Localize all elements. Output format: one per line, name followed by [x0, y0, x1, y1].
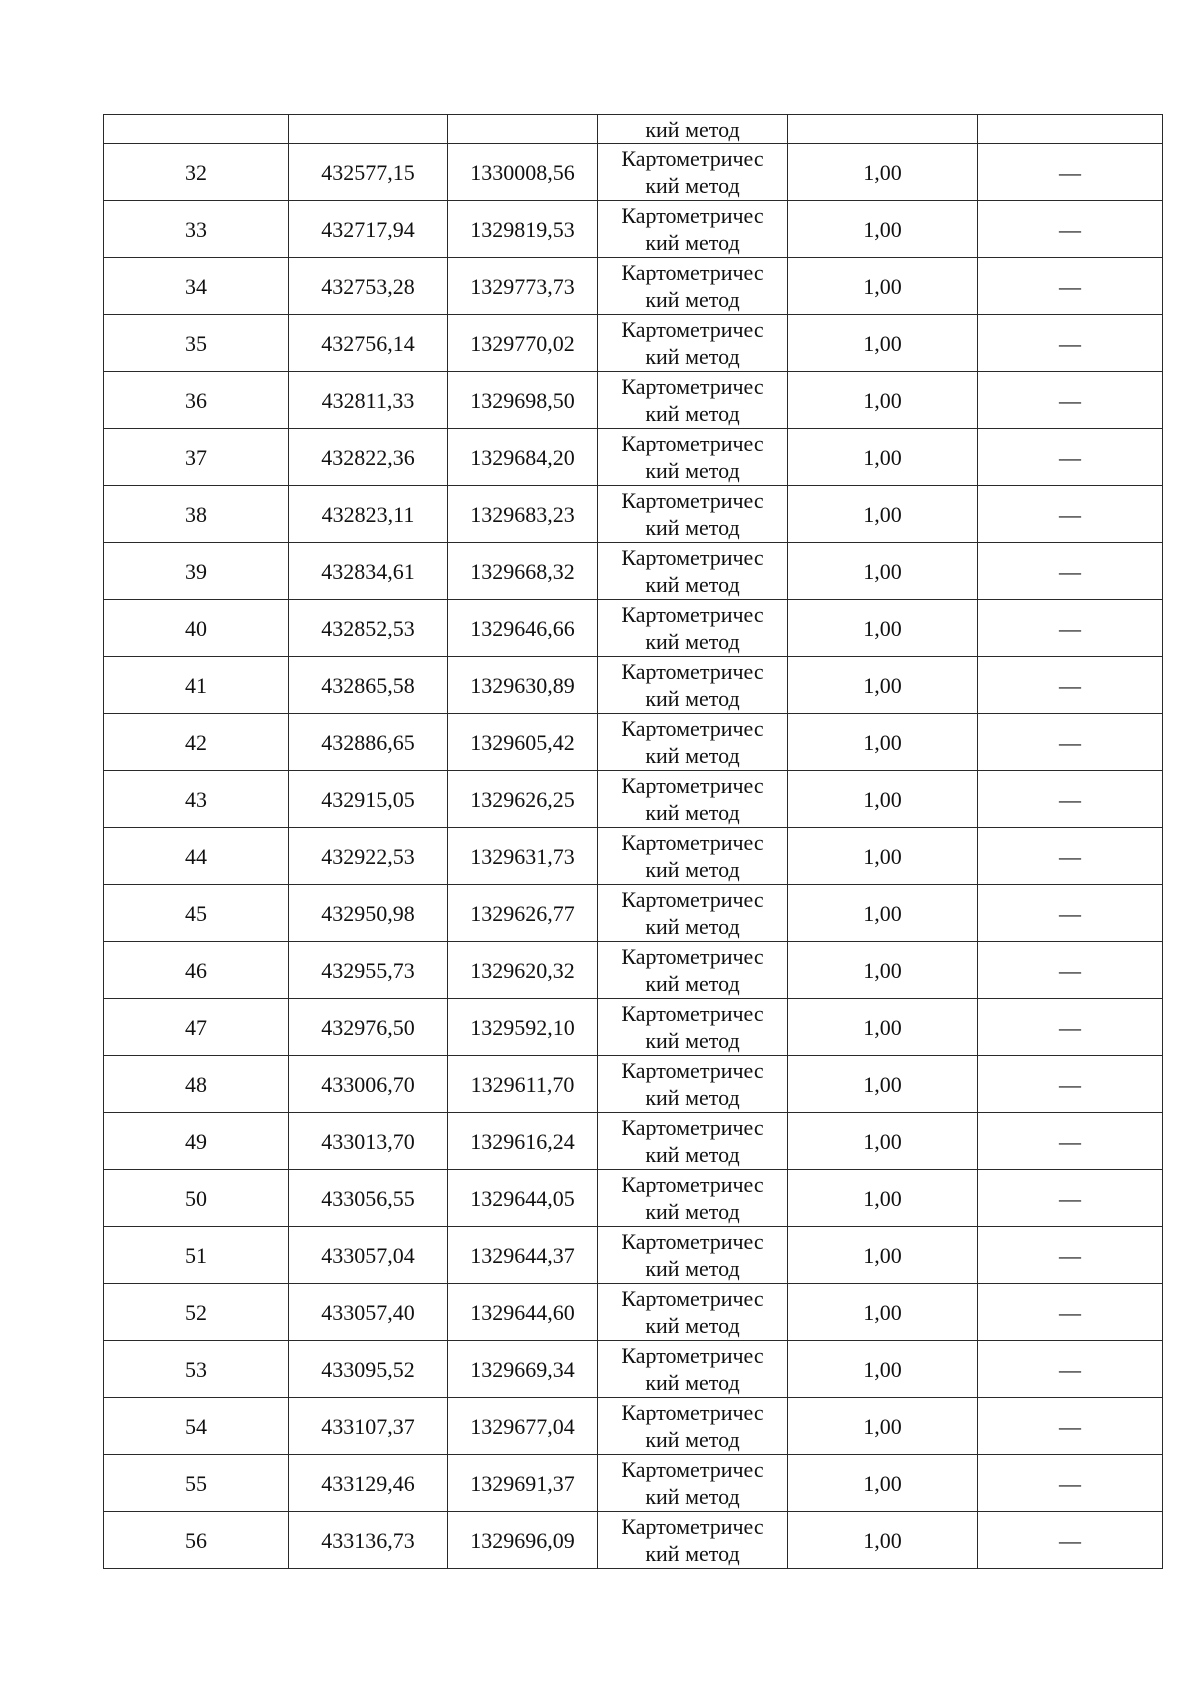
y-coordinate-cell: 1329684,20	[448, 429, 598, 486]
x-coordinate-cell: 432915,05	[289, 771, 448, 828]
y-coordinate-cell: 1329696,09	[448, 1512, 598, 1569]
method-line-2: кий метод	[645, 173, 740, 198]
method-line-2: кий метод	[645, 572, 740, 597]
table-row	[104, 600, 1163, 657]
x-coordinate-cell: 433107,37	[289, 1398, 448, 1455]
description-cell: —	[978, 828, 1163, 885]
y-coordinate-cell: 1329698,50	[448, 372, 598, 429]
point-number-cell: 34	[104, 258, 289, 315]
x-coordinate-cell: 432886,65	[289, 714, 448, 771]
method-line-2: кий метод	[645, 1028, 740, 1053]
description-cell: —	[978, 942, 1163, 999]
precision-cell: 1,00	[788, 429, 978, 486]
method-cell	[598, 115, 788, 144]
precision-cell: 1,00	[788, 144, 978, 201]
x-coordinate-cell: 432753,28	[289, 258, 448, 315]
description-cell: —	[978, 429, 1163, 486]
method-cell	[598, 1113, 788, 1170]
method-cell	[598, 1056, 788, 1113]
method-cell	[598, 1341, 788, 1398]
point-number-cell: 45	[104, 885, 289, 942]
method-line-1: Картометричес	[621, 1229, 764, 1254]
x-coordinate-cell: 432955,73	[289, 942, 448, 999]
description-cell: —	[978, 999, 1163, 1056]
point-number-cell: 52	[104, 1284, 289, 1341]
method-line-2: кий метод	[645, 1484, 740, 1509]
point-number-cell: 50	[104, 1170, 289, 1227]
point-number-cell: 39	[104, 543, 289, 600]
method-line-2: кий метод	[645, 1541, 740, 1566]
table-body	[104, 115, 1163, 1569]
precision-cell: 1,00	[788, 657, 978, 714]
method-line-1: Картометричес	[621, 545, 764, 570]
x-coordinate-cell: 432865,58	[289, 657, 448, 714]
description-cell: —	[978, 885, 1163, 942]
point-number-cell: 36	[104, 372, 289, 429]
method-cell	[598, 600, 788, 657]
method-line-2: кий метод	[645, 800, 740, 825]
table-row	[104, 828, 1163, 885]
table-row	[104, 1113, 1163, 1170]
x-coordinate-cell: 432822,36	[289, 429, 448, 486]
description-cell: —	[978, 714, 1163, 771]
precision-cell: 1,00	[788, 828, 978, 885]
point-number-cell: 44	[104, 828, 289, 885]
precision-cell: 1,00	[788, 372, 978, 429]
y-coordinate-cell: 1329644,37	[448, 1227, 598, 1284]
y-coordinate-cell: 1329646,66	[448, 600, 598, 657]
y-coordinate-cell	[448, 115, 598, 144]
method-line-1: Картометричес	[621, 1400, 764, 1425]
y-coordinate-cell: 1329677,04	[448, 1398, 598, 1455]
y-coordinate-cell: 1329773,73	[448, 258, 598, 315]
method-line-1: Картометричес	[621, 1514, 764, 1539]
method-line-1: Картометричес	[621, 716, 764, 741]
y-coordinate-cell: 1329592,10	[448, 999, 598, 1056]
method-line-2: кий метод	[645, 1370, 740, 1395]
precision-cell: 1,00	[788, 1284, 978, 1341]
method-cell	[598, 201, 788, 258]
table-row	[104, 201, 1163, 258]
x-coordinate-cell: 433057,04	[289, 1227, 448, 1284]
table-row	[104, 1227, 1163, 1284]
table-row	[104, 1170, 1163, 1227]
method-cell	[598, 1170, 788, 1227]
method-cell	[598, 486, 788, 543]
method-cell	[598, 828, 788, 885]
table-row	[104, 144, 1163, 201]
method-line-1: Картометричес	[621, 488, 764, 513]
method-line-1: Картометричес	[621, 1172, 764, 1197]
method-cell	[598, 1284, 788, 1341]
method-cell	[598, 1455, 788, 1512]
description-cell: —	[978, 372, 1163, 429]
method-line-1: Картометричес	[621, 431, 764, 456]
point-number-cell: 37	[104, 429, 289, 486]
method-line-2: кий метод	[645, 1199, 740, 1224]
table-row-continuation	[104, 115, 1163, 144]
x-coordinate-cell: 432577,15	[289, 144, 448, 201]
method-cell	[598, 999, 788, 1056]
method-cell	[598, 315, 788, 372]
y-coordinate-cell: 1329631,73	[448, 828, 598, 885]
method-line-1: Картометричес	[621, 659, 764, 684]
y-coordinate-cell: 1329616,24	[448, 1113, 598, 1170]
method-line-1: Картометричес	[621, 1058, 764, 1083]
method-cell	[598, 657, 788, 714]
x-coordinate-cell: 433129,46	[289, 1455, 448, 1512]
method-line-2: кий метод	[645, 629, 740, 654]
precision-cell: 1,00	[788, 201, 978, 258]
precision-cell: 1,00	[788, 1227, 978, 1284]
table-row	[104, 885, 1163, 942]
method-cell	[598, 543, 788, 600]
y-coordinate-cell: 1329819,53	[448, 201, 598, 258]
method-line-2: кий метод	[645, 344, 740, 369]
precision-cell: 1,00	[788, 486, 978, 543]
method-cell	[598, 258, 788, 315]
point-number-cell: 38	[104, 486, 289, 543]
method-line-1: Картометричес	[621, 830, 764, 855]
point-number-cell: 32	[104, 144, 289, 201]
description-cell: —	[978, 600, 1163, 657]
precision-cell: 1,00	[788, 1341, 978, 1398]
method-line-1: Картометричес	[621, 146, 764, 171]
table-row	[104, 1056, 1163, 1113]
method-line-1: Картометричес	[621, 602, 764, 627]
method-cell	[598, 885, 788, 942]
x-coordinate-cell	[289, 115, 448, 144]
method-line-1: Картометричес	[621, 317, 764, 342]
precision-cell: 1,00	[788, 1113, 978, 1170]
method-line-1: Картометричес	[621, 374, 764, 399]
method-line-2: кий метод	[645, 117, 740, 142]
table-row	[104, 315, 1163, 372]
table-row	[104, 1455, 1163, 1512]
point-number-cell: 54	[104, 1398, 289, 1455]
precision-cell: 1,00	[788, 1512, 978, 1569]
y-coordinate-cell: 1329683,23	[448, 486, 598, 543]
table-row	[104, 657, 1163, 714]
description-cell: —	[978, 486, 1163, 543]
method-cell	[598, 429, 788, 486]
method-line-1: Картометричес	[621, 773, 764, 798]
y-coordinate-cell: 1329605,42	[448, 714, 598, 771]
method-line-1: Картометричес	[621, 1286, 764, 1311]
description-cell: —	[978, 1170, 1163, 1227]
point-number-cell: 41	[104, 657, 289, 714]
description-cell: —	[978, 657, 1163, 714]
method-cell	[598, 372, 788, 429]
method-line-1: Картометричес	[621, 260, 764, 285]
y-coordinate-cell: 1329626,77	[448, 885, 598, 942]
point-number-cell: 42	[104, 714, 289, 771]
precision-cell: 1,00	[788, 771, 978, 828]
table-row	[104, 486, 1163, 543]
point-number-cell: 47	[104, 999, 289, 1056]
precision-cell: 1,00	[788, 315, 978, 372]
x-coordinate-cell: 433006,70	[289, 1056, 448, 1113]
point-number-cell: 53	[104, 1341, 289, 1398]
x-coordinate-cell: 433057,40	[289, 1284, 448, 1341]
table-row	[104, 1512, 1163, 1569]
y-coordinate-cell: 1329691,37	[448, 1455, 598, 1512]
y-coordinate-cell: 1329611,70	[448, 1056, 598, 1113]
y-coordinate-cell: 1329620,32	[448, 942, 598, 999]
y-coordinate-cell: 1329669,34	[448, 1341, 598, 1398]
point-number-cell: 46	[104, 942, 289, 999]
y-coordinate-cell: 1329770,02	[448, 315, 598, 372]
description-cell: —	[978, 1512, 1163, 1569]
method-line-2: кий метод	[645, 971, 740, 996]
precision-cell: 1,00	[788, 885, 978, 942]
precision-cell: 1,00	[788, 1398, 978, 1455]
point-number-cell: 35	[104, 315, 289, 372]
description-cell: —	[978, 1455, 1163, 1512]
method-line-1: Картометричес	[621, 203, 764, 228]
method-line-1: Картометричес	[621, 1457, 764, 1482]
method-line-2: кий метод	[645, 914, 740, 939]
precision-cell: 1,00	[788, 258, 978, 315]
x-coordinate-cell: 433095,52	[289, 1341, 448, 1398]
x-coordinate-cell: 432756,14	[289, 315, 448, 372]
method-line-2: кий метод	[645, 1256, 740, 1281]
precision-cell: 1,00	[788, 1056, 978, 1113]
x-coordinate-cell: 433136,73	[289, 1512, 448, 1569]
y-coordinate-cell: 1330008,56	[448, 144, 598, 201]
method-line-2: кий метод	[645, 857, 740, 882]
table-row	[104, 942, 1163, 999]
method-cell	[598, 1227, 788, 1284]
method-line-2: кий метод	[645, 743, 740, 768]
x-coordinate-cell: 432717,94	[289, 201, 448, 258]
table-row	[104, 999, 1163, 1056]
precision-cell: 1,00	[788, 942, 978, 999]
table-row	[104, 1284, 1163, 1341]
x-coordinate-cell: 432823,11	[289, 486, 448, 543]
method-line-2: кий метод	[645, 1427, 740, 1452]
point-number-cell: 33	[104, 201, 289, 258]
point-number-cell: 43	[104, 771, 289, 828]
point-number-cell: 49	[104, 1113, 289, 1170]
method-cell	[598, 1398, 788, 1455]
method-line-1: Картометричес	[621, 887, 764, 912]
point-number-cell: 40	[104, 600, 289, 657]
description-cell: —	[978, 1398, 1163, 1455]
method-cell	[598, 771, 788, 828]
x-coordinate-cell: 432922,53	[289, 828, 448, 885]
x-coordinate-cell: 432950,98	[289, 885, 448, 942]
x-coordinate-cell: 433013,70	[289, 1113, 448, 1170]
precision-cell: 1,00	[788, 1170, 978, 1227]
y-coordinate-cell: 1329668,32	[448, 543, 598, 600]
y-coordinate-cell: 1329630,89	[448, 657, 598, 714]
description-cell: —	[978, 1113, 1163, 1170]
method-cell	[598, 942, 788, 999]
description-cell: —	[978, 1056, 1163, 1113]
table-row	[104, 543, 1163, 600]
precision-cell: 1,00	[788, 999, 978, 1056]
precision-cell: 1,00	[788, 543, 978, 600]
y-coordinate-cell: 1329626,25	[448, 771, 598, 828]
coordinates-table	[103, 114, 1163, 1569]
description-cell: —	[978, 258, 1163, 315]
table-row	[104, 429, 1163, 486]
table-row	[104, 1341, 1163, 1398]
method-line-2: кий метод	[645, 458, 740, 483]
point-number-cell: 51	[104, 1227, 289, 1284]
point-number-cell: 56	[104, 1512, 289, 1569]
description-cell	[978, 115, 1163, 144]
point-number-cell	[104, 115, 289, 144]
method-line-2: кий метод	[645, 1142, 740, 1167]
method-cell	[598, 1512, 788, 1569]
precision-cell: 1,00	[788, 714, 978, 771]
method-line-2: кий метод	[645, 1313, 740, 1338]
method-line-1: Картометричес	[621, 1001, 764, 1026]
method-line-2: кий метод	[645, 287, 740, 312]
x-coordinate-cell: 433056,55	[289, 1170, 448, 1227]
table-row	[104, 1398, 1163, 1455]
method-line-2: кий метод	[645, 1085, 740, 1110]
method-line-1: Картометричес	[621, 944, 764, 969]
x-coordinate-cell: 432834,61	[289, 543, 448, 600]
method-line-2: кий метод	[645, 686, 740, 711]
table-row	[104, 258, 1163, 315]
description-cell: —	[978, 771, 1163, 828]
method-line-2: кий метод	[645, 230, 740, 255]
method-cell	[598, 714, 788, 771]
description-cell: —	[978, 144, 1163, 201]
x-coordinate-cell: 432811,33	[289, 372, 448, 429]
point-number-cell: 55	[104, 1455, 289, 1512]
method-line-1: Картометричес	[621, 1343, 764, 1368]
table-row	[104, 714, 1163, 771]
precision-cell: 1,00	[788, 600, 978, 657]
description-cell: —	[978, 543, 1163, 600]
description-cell: —	[978, 315, 1163, 372]
y-coordinate-cell: 1329644,60	[448, 1284, 598, 1341]
description-cell: —	[978, 1227, 1163, 1284]
description-cell: —	[978, 1341, 1163, 1398]
precision-cell	[788, 115, 978, 144]
method-line-2: кий метод	[645, 515, 740, 540]
method-line-2: кий метод	[645, 401, 740, 426]
y-coordinate-cell: 1329644,05	[448, 1170, 598, 1227]
precision-cell: 1,00	[788, 1455, 978, 1512]
method-line-1: Картометричес	[621, 1115, 764, 1140]
x-coordinate-cell: 432852,53	[289, 600, 448, 657]
table-row	[104, 771, 1163, 828]
table-row	[104, 372, 1163, 429]
description-cell: —	[978, 201, 1163, 258]
method-cell	[598, 144, 788, 201]
x-coordinate-cell: 432976,50	[289, 999, 448, 1056]
point-number-cell: 48	[104, 1056, 289, 1113]
description-cell: —	[978, 1284, 1163, 1341]
